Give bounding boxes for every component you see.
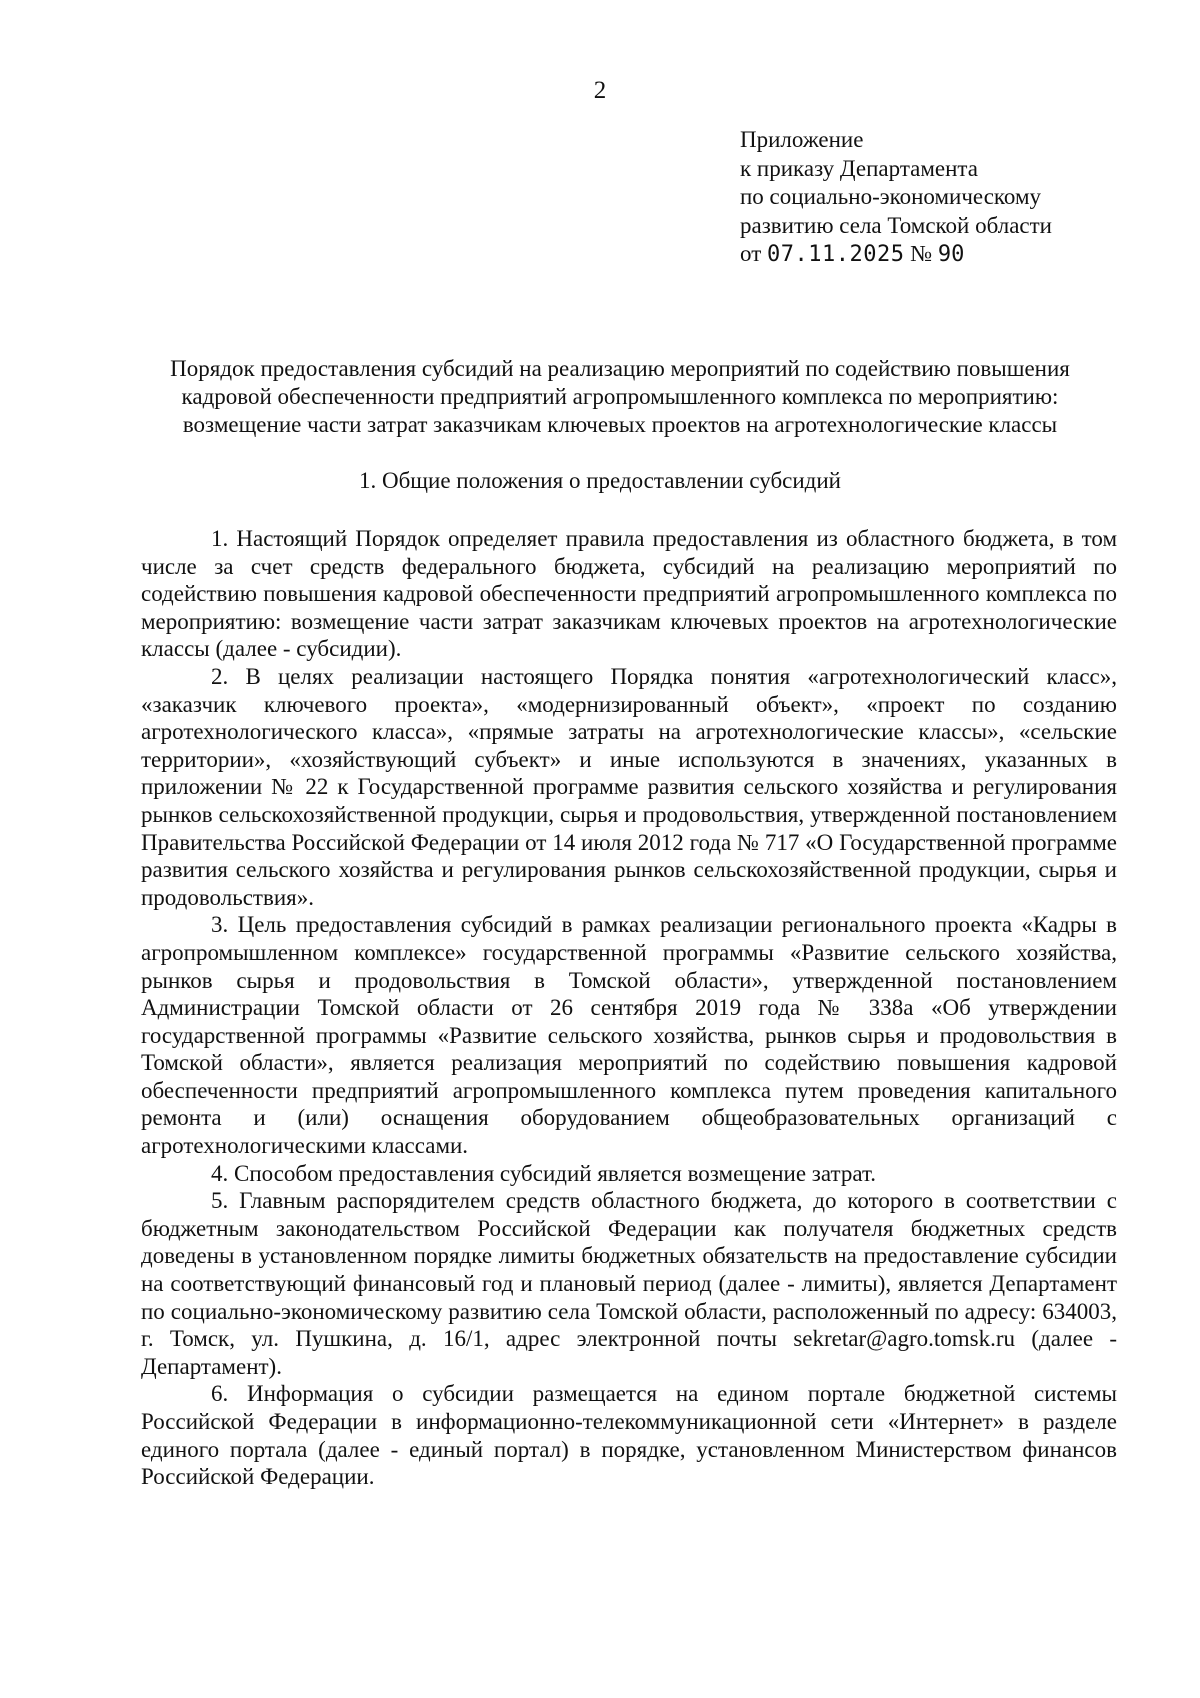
appendix-line: по социально-экономическому [740, 184, 1042, 209]
appendix-line: к приказу Департамента [740, 155, 978, 181]
order-number: 90 [937, 242, 965, 267]
section-heading: 1. Общие положения о предоставлении субсидий [359, 468, 841, 493]
document-body [141, 525, 1117, 1491]
order-date-line [740, 240, 1180, 270]
order-date-prefix: от [740, 241, 762, 266]
title-line: возмещение части затрат заказчикам ключевых проектов на агротехнологические классы [182, 412, 1058, 437]
appendix-line: развитию села Томской области [740, 212, 1052, 238]
title-line: кадровой обеспеченности предприятий агропромышленного комплекса по мероприятию: [181, 384, 1059, 409]
order-number-sign: № [910, 241, 933, 266]
appendix-header [740, 126, 1180, 270]
paragraph-3: 3. Цель предоставления субсидий в рамках реализации регионального проекта «Кадры в агропромышленном комплексе» государственной программы «Развитие сельского хозяйства, рынков сырья и продовольствия в Томской области», утвержденной постановлением Администрации Томской области от 26 сентября 2019 года № 338а «Об утверждении государственной программы «Развитие сельского хозяйства, рынков сырья и продовольствия в Томской области», является реализация мероприятий по содействию повышения кадровой обеспеченности предприятий агропромышленного комплекса путем проведения капитального ремонта и (или) оснащения оборудованием общеобразовательных организаций с агротехнологическими классами. [141, 912, 1117, 1159]
order-date: 07.11.2025 [767, 242, 905, 267]
paragraph-2: 2. В целях реализации настоящего Порядка понятия «агротехнологический класс», «заказчик ключевого проекта», «модернизированный объект», «проект по созданию агротехнологического класса», «прямые затраты на агротехнологические классы», «сельские территории», «хозяйствующий субъект» и иные используются в значениях, указанных в приложении № 22 к Государственной программе развития сельского хозяйства и регулирования рынков сельскохозяйственной продукции, сырья и продовольствия, утвержденной постановлением Правительства Российской Федерации от 14 июля 2012 года № 717 «О Государственной программе развития сельского хозяйства и регулирования рынков сельскохозяйственной продукции, сырья и продовольствия». [141, 663, 1117, 910]
paragraph-1: 1. Настоящий Порядок определяет правила предоставления из областного бюджета, в том числе за счет средств федерального бюджета, субсидий на реализацию мероприятий по содействию повышения кадровой обеспеченности предприятий агропромышленного комплекса по мероприятию: возмещение части затрат заказчикам ключевых проектов на агротехнологические классы (далее - субсидии). [141, 526, 1117, 662]
paragraph-4: 4. Способом предоставления субсидий является возмещение затрат. [211, 1160, 877, 1186]
paragraph-6: 6. Информация о субсидии размещается на едином портале бюджетной системы Российской Федерации в информационно-телекоммуникационной сети «Интернет» в разделе единого портала (далее - единый портал) в порядке, установленном Министерством финансов Российской Федерации. [141, 1381, 1117, 1490]
page-number: 2 [593, 77, 607, 104]
title-line: Порядок предоставления субсидий на реализацию мероприятий по содействию повышения [170, 356, 1070, 381]
appendix-line: Приложение [740, 127, 864, 152]
paragraph-5: 5. Главным распорядителем средств областного бюджета, до которого в соответствии с бюджетным законодательством Российской Федерации как получателя бюджетных средств доведены в установленном порядке лимиты бюджетных обязательств на предоставление субсидии на соответствующий финансовый год и плановый период (далее - лимиты), является Департамент по социально-экономическому развитию села Томской области, расположенный по адресу: 634003, г. Томск, ул. Пушкина, д. 16/1, адрес электронной почты sekretar@agro.tomsk.ru (далее - Департамент). [141, 1188, 1117, 1379]
document-title [140, 355, 1100, 439]
